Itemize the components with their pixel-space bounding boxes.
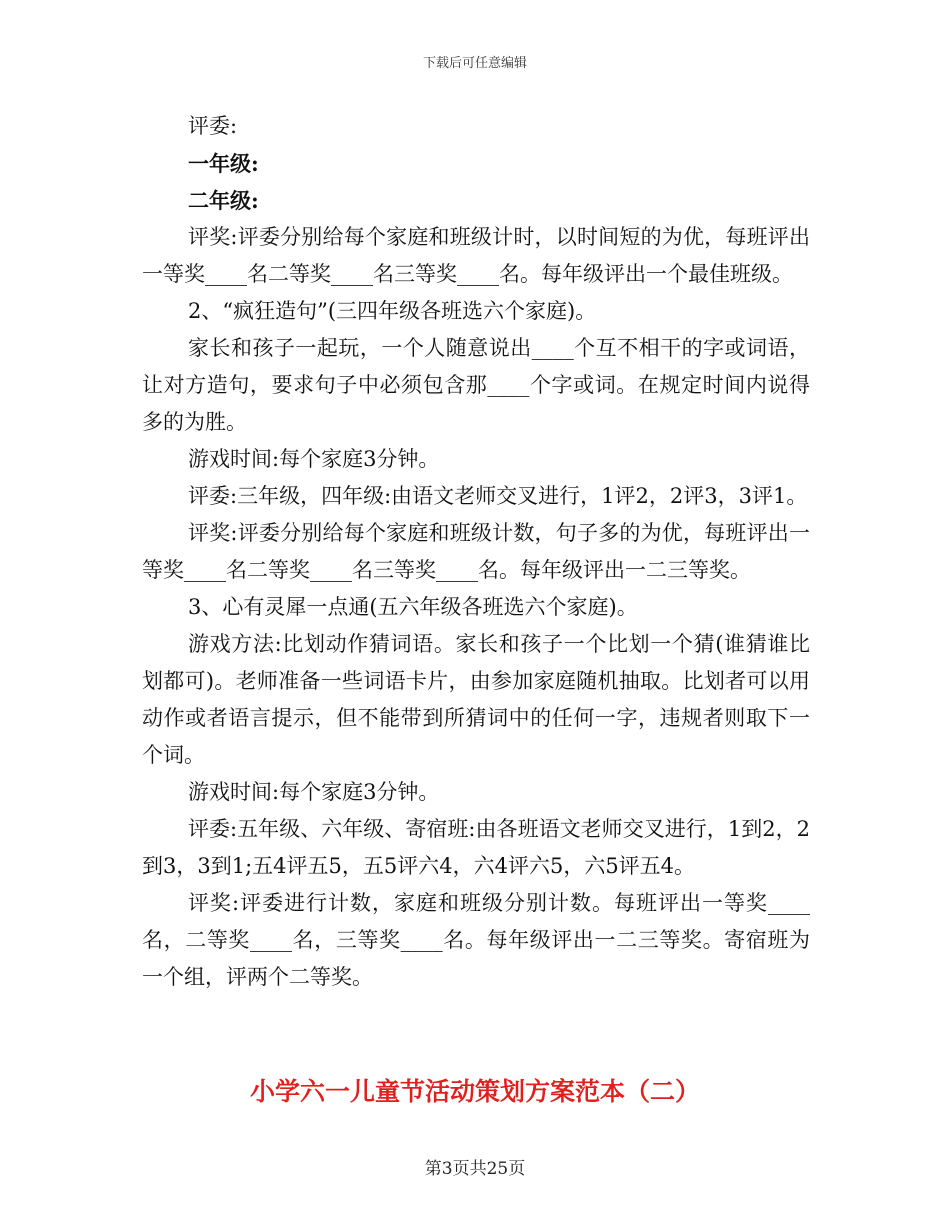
paragraph-game-2-rules: 家长和孩子一起玩，一个人随意说出____个互不相干的字或词语，让对方造句，要求句子中必须包含那____个字或词。在规定时间内说得多的为胜。 <box>142 336 810 434</box>
paragraph-game-3-awards: 评奖:评委进行计数，家庭和班级分别计数。每班评出一等奖____名，二等奖____名，三等奖____名。每年级评出一二三等奖。寄宿班为一个组，评两个二等奖。 <box>142 891 810 989</box>
paragraph-game-2-judges: 评委:三年级，四年级:由语文老师交叉进行，1评2，2评3，3评1。 <box>188 484 808 508</box>
document-body <box>142 108 810 996</box>
paragraph-game-3-method: 游戏方法:比划动作猜词语。家长和孩子一个比划一个猜(谁猜谁比划都可)。老师准备一些词语卡片，由参加家庭随机抽取。比划者可以用动作或者语言提示，但不能带到所猜词中的任何一字，违规者则取下一个词。 <box>142 632 810 767</box>
section-title: 小学六一儿童节活动策划方案范本（二） <box>249 1077 700 1106</box>
paragraph-judges-label: 评委: <box>188 114 238 138</box>
paragraph-grade-two: 二年级: <box>188 188 259 213</box>
paragraph-game-2-heading: 2、“疯狂造句”(三四年级各班选六个家庭)。 <box>188 299 597 323</box>
paragraph-game-3-time: 游戏时间:每个家庭3分钟。 <box>188 780 440 804</box>
paragraph-game-3-heading: 3、心有灵犀一点通(五六年级各班选六个家庭)。 <box>188 595 638 619</box>
paragraph-grade-one: 一年级: <box>188 151 259 176</box>
paragraph-game-3-judges: 评委:五年级、六年级、寄宿班:由各班语文老师交叉进行，1到2，2到3，3到1;五4评五5，五5评六4，六4评六5，六5评五4。 <box>142 817 810 878</box>
page-header: 下载后可任意编辑 <box>422 56 527 71</box>
paragraph-game-2-time: 游戏时间:每个家庭3分钟。 <box>188 447 440 471</box>
page-number: 第3页共25页 <box>424 1159 526 1179</box>
paragraph-awards-1: 评奖:评委分别给每个家庭和班级计时，以时间短的为优，每班评出一等奖____名二等奖____名三等奖____名。每年级评出一个最佳班级。 <box>142 225 810 286</box>
paragraph-game-2-awards: 评奖:评委分别给每个家庭和班级计数，句子多的为优，每班评出一等奖____名二等奖____名三等奖____名。每年级评出一二三等奖。 <box>142 521 810 582</box>
